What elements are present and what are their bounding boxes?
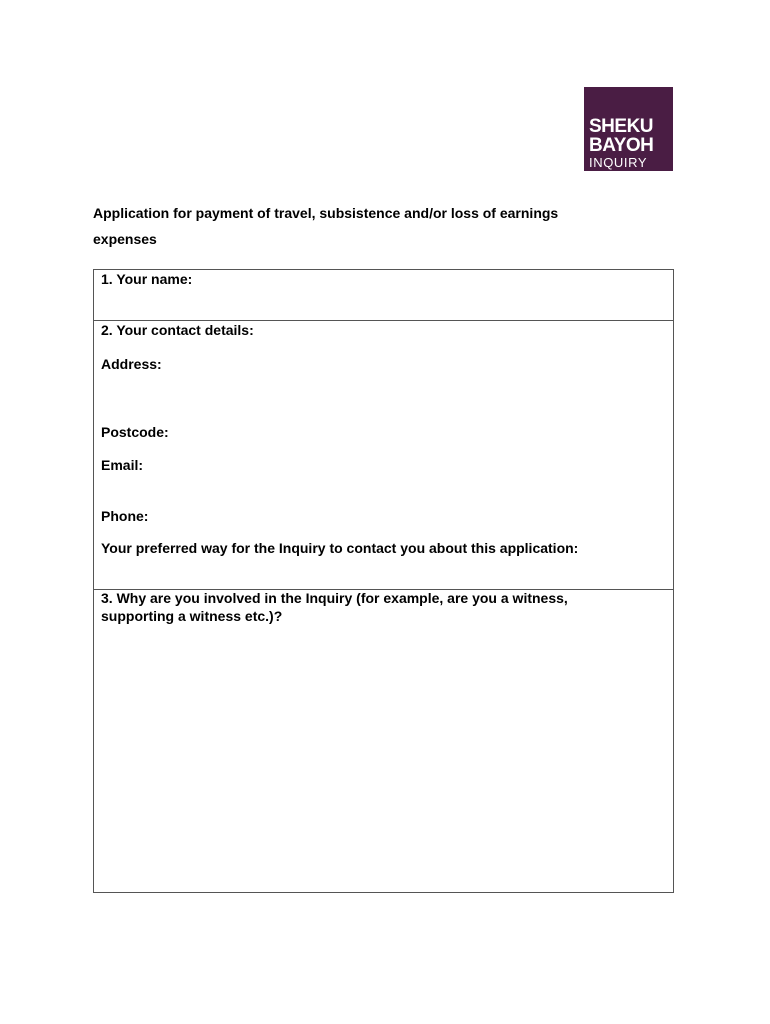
involvement-question-line-1: 3. Why are you involved in the Inquiry (for example, are you a witness, (101, 590, 568, 606)
logo-line-3: INQUIRY (589, 155, 648, 170)
postcode-field[interactable]: Postcode: (101, 424, 169, 440)
preferred-contact-field[interactable]: Your preferred way for the Inquiry to contact you about this application: (101, 540, 579, 556)
contact-details-label: 2. Your contact details: (101, 322, 254, 338)
contact-details-section (94, 321, 673, 590)
sheku-bayoh-inquiry-logo (584, 87, 673, 171)
address-field[interactable]: Address: (101, 356, 162, 372)
application-form-table (93, 269, 674, 893)
email-field[interactable]: Email: (101, 457, 144, 473)
name-section[interactable] (94, 270, 673, 321)
involvement-section[interactable] (94, 590, 673, 892)
phone-field[interactable]: Phone: (101, 508, 149, 524)
logo-line-1: SHEKU (589, 116, 654, 137)
title-line-2: expenses (93, 231, 157, 247)
involvement-question-line-2: supporting a witness etc.)? (101, 608, 283, 624)
your-name-label: 1. Your name: (101, 271, 193, 287)
title-line-1: Application for payment of travel, subsistence and/or loss of earnings (93, 205, 559, 221)
page-title (93, 200, 653, 252)
logo-line-2: BAYOH (589, 135, 654, 156)
